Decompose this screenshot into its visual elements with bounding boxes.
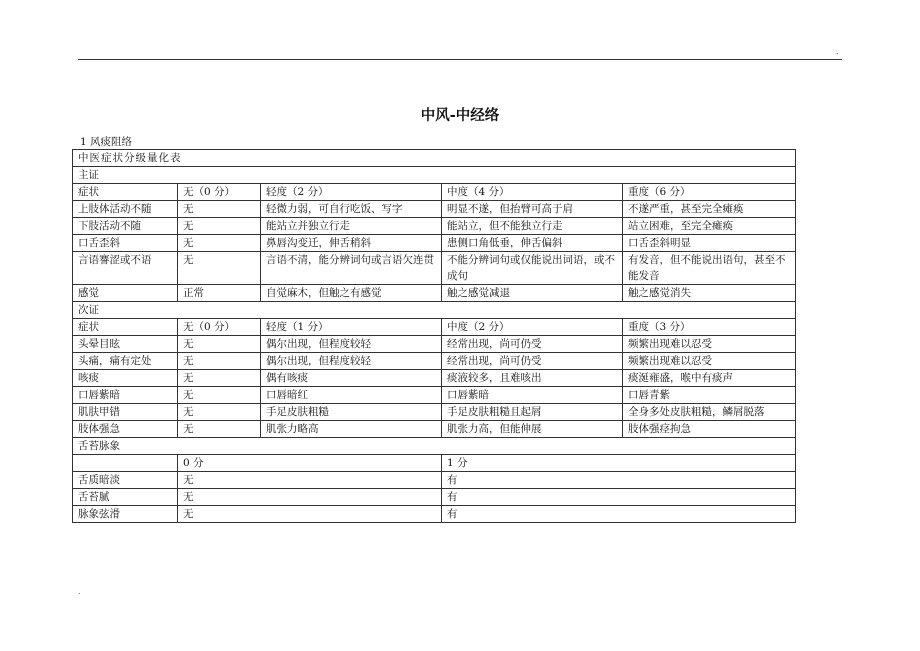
header-rule [78,59,842,60]
table-row [73,353,796,370]
symptom-cell: 口舌歪斜 [73,235,178,252]
symptom-cell: 头痛，痛有定处 [73,353,178,370]
grade-cell: 无 [178,201,261,218]
header-cell: 中度（4 分） [442,184,623,201]
table-row [73,404,796,421]
grade-cell: 轻微力弱，可自行吃饭、写字 [261,201,442,218]
header-cell: 症状 [73,319,178,336]
grade-cell: 无 [178,421,261,438]
grade-cell: 言语不清，能分辨词句或言语欠连贯 [261,252,442,285]
symptom-cell: 舌苔腻 [73,489,178,506]
table-row [73,235,796,252]
symptom-cell: 头晕目眩 [73,336,178,353]
header-cell: 症状 [73,184,178,201]
grade-cell: 无 [178,506,442,523]
table-row [73,421,796,438]
grade-cell: 无 [178,353,261,370]
grade-cell: 站立困难，至完全瘫痪 [623,218,796,235]
grade-cell: 患侧口角低垂，伸舌偏斜 [442,235,623,252]
header-cell: 无（0 分） [178,184,261,201]
grade-cell: 全身多处皮肤粗糙，鳞屑脱落 [623,404,796,421]
header-cell: 无（0 分） [178,319,261,336]
main-section-row [73,167,796,184]
section-subtitle: 1 风痰阻络 [80,136,133,148]
secondary-section-label: 次证 [73,302,796,319]
table-row [73,387,796,404]
header-cell: 中度（2 分） [442,319,623,336]
header-cell: 轻度（2 分） [261,184,442,201]
grade-cell: 无 [178,235,261,252]
tongue-section-label: 舌苔脉象 [73,438,796,455]
main-section-label: 主证 [73,167,796,184]
header-cell: 1 分 [442,455,796,472]
grade-cell: 无 [178,472,442,489]
grade-cell: 偶尔出现，但程度较轻 [261,336,442,353]
symptom-cell: 口唇紫暗 [73,387,178,404]
grade-cell: 触之感觉减退 [442,285,623,302]
symptom-cell: 感觉 [73,285,178,302]
grade-cell: 口唇暗红 [261,387,442,404]
grade-cell: 明显不遂，但抬臂可高于肩 [442,201,623,218]
grade-cell: 无 [178,489,442,506]
grade-cell: 经常出现，尚可仍受 [442,353,623,370]
grade-cell: 有 [442,489,796,506]
tongue-header-row [73,455,796,472]
grade-cell: 触之感觉消失 [623,285,796,302]
grade-cell: 无 [178,370,261,387]
grade-cell: 手足皮肤粗糙且起屑 [442,404,623,421]
grade-cell: 鼻唇沟变迁，伸舌稍斜 [261,235,442,252]
table-row [73,370,796,387]
grade-cell: 不遂严重，甚至完全瘫痪 [623,201,796,218]
grade-cell: 无 [178,387,261,404]
grade-cell: 无 [178,252,261,285]
symptom-cell: 肌肤甲错 [73,404,178,421]
grade-cell: 能站立，但不能独立行走 [442,218,623,235]
grade-cell: 肌张力略高 [261,421,442,438]
main-header-row [73,184,796,201]
symptom-cell: 上肢体活动不随 [73,201,178,218]
grade-cell: 有 [442,472,796,489]
grade-cell: 无 [178,404,261,421]
symptom-grading-table [72,149,796,523]
table-row [73,472,796,489]
header-mark: . [836,47,839,56]
header-cell: 轻度（1 分） [261,319,442,336]
table-row [73,218,796,235]
header-cell: 0 分 [178,455,442,472]
grade-cell: 能站立并独立行走 [261,218,442,235]
table-row [73,252,796,285]
grade-cell: 痰涎雍盛，喉中有痰声 [623,370,796,387]
secondary-section-row [73,302,796,319]
grade-cell: 肢体强痉拘急 [623,421,796,438]
grade-cell: 口唇青紫 [623,387,796,404]
page-title: 中风-中经络 [420,108,500,124]
table-row [73,336,796,353]
header-cell [73,455,178,472]
grade-cell: 无 [178,336,261,353]
table-row [73,506,796,523]
secondary-header-row [73,319,796,336]
grade-cell: 频繁出现难以忍受 [623,353,796,370]
table-title: 中医症状分级量化表 [73,150,796,167]
grade-cell: 痰液较多，且难咳出 [442,370,623,387]
symptom-cell: 肢体强急 [73,421,178,438]
table-row [73,201,796,218]
grade-cell: 有 [442,506,796,523]
tongue-section-row [73,438,796,455]
grade-cell: 偶有咳痰 [261,370,442,387]
table-title-row [73,150,796,167]
grade-cell: 口唇紫暗 [442,387,623,404]
table-row [73,489,796,506]
grade-cell: 手足皮肤粗糙 [261,404,442,421]
grade-cell: 无 [178,218,261,235]
symptom-cell: 下肢活动不随 [73,218,178,235]
grade-cell: 有发音，但不能说出语句，甚至不能发音 [623,252,796,285]
grade-cell: 不能分辨词句或仅能说出词语，或不成句 [442,252,623,285]
grade-cell: 肌张力高，但能伸展 [442,421,623,438]
symptom-cell: 脉象弦滑 [73,506,178,523]
table-row [73,285,796,302]
footer-mark: . [78,587,81,596]
grade-cell: 频繁出现难以忍受 [623,336,796,353]
grade-cell: 正常 [178,285,261,302]
grade-cell: 经常出现，尚可仍受 [442,336,623,353]
grade-cell: 口舌歪斜明显 [623,235,796,252]
symptom-cell: 咳痰 [73,370,178,387]
header-cell: 重度（6 分） [623,184,796,201]
grade-cell: 自觉麻木，但触之有感觉 [261,285,442,302]
symptom-cell: 舌质暗淡 [73,472,178,489]
grade-cell: 偶尔出现，但程度较轻 [261,353,442,370]
header-cell: 重度（3 分） [623,319,796,336]
symptom-cell: 言语謇涩或不语 [73,252,178,285]
